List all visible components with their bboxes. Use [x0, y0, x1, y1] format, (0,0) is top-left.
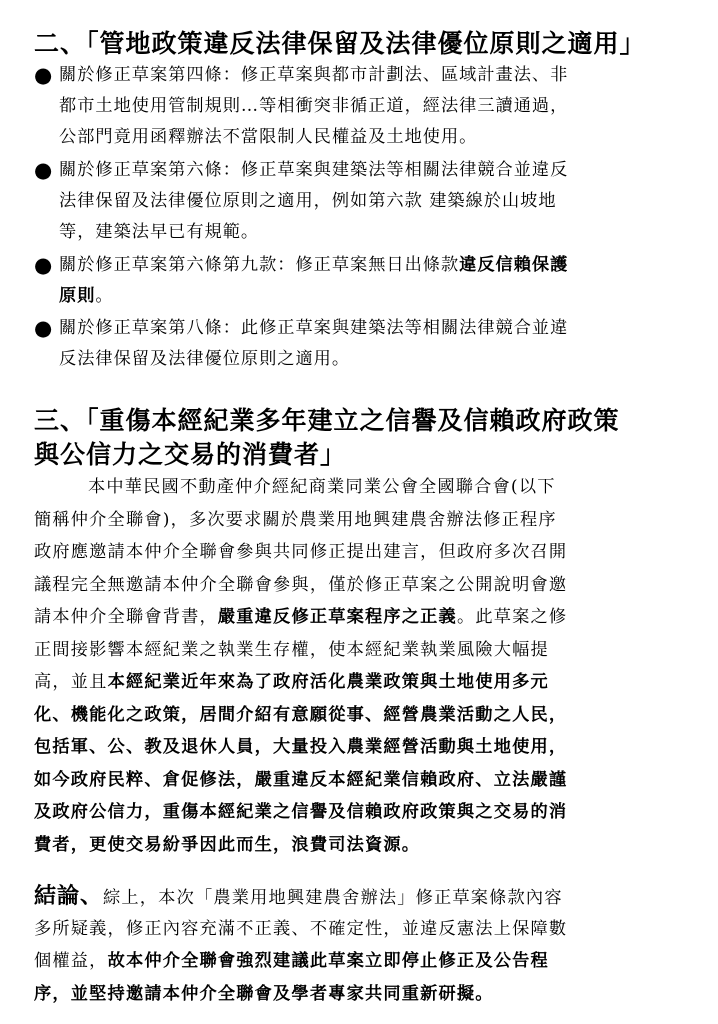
paragraph-line [34, 601, 700, 634]
bullet-icon: ● [34, 158, 54, 182]
paragraph-line: 正間接影響本經紀業之執業生存權，使本經紀業執業風險大幅提 [34, 639, 549, 660]
paragraph-line: 政府應邀請本仲介全聯會參與共同修正提出建言，但政府多次召開 [34, 542, 568, 562]
bullet-item-article8 [34, 313, 700, 375]
paragraph-line: 多所疑義，修正內容充滿不正義、不確定性，並違反憲法上保障數 [34, 918, 568, 939]
paragraph-line: 本中華民國不動產仲介經紀商業同業公會全國聯合會(以下 [88, 477, 556, 497]
bullet-text-line: 關於修正草案第六條第九款：修正草案無日出條款 [59, 255, 460, 275]
bullet-item-article6-9 [34, 250, 700, 312]
paragraph-line [34, 945, 700, 978]
section3-heading-line: 三、「重傷本經紀業多年建立之信譽及信賴政府政策 [34, 406, 620, 435]
bold-emphasis: 原則 [59, 286, 96, 306]
conclusion-heading: 結論、 [34, 883, 104, 909]
bullet-text-line: 反法律保留及法律優位原則之適用。 [59, 349, 351, 369]
bold-emphasis: 違反信賴保護 [459, 255, 569, 275]
paragraph-text: 請本仲介全聯會背書， [34, 607, 218, 627]
bullet-text-line: 關於修正草案第八條：此修正草案與建築法等相關法律競合並違 [59, 318, 569, 338]
bullet-item-article4 [34, 60, 700, 153]
paragraph-line: 化、機能化之政策，居間介紹有意願從事、經營農業活動之人民， [34, 704, 568, 725]
bullet-icon: ● [34, 63, 54, 87]
section3-heading-line: 與公信力之交易的消費者」 [34, 440, 347, 469]
bullet-text-line: 法律保留及法律優位原則之適用，例如第六款 建築線於山坡地 [59, 191, 557, 211]
bullet-text-line: 關於修正草案第四條：修正草案與都市計劃法、區域計畫法、非 [59, 65, 569, 85]
paragraph-text: 高，並且 [34, 672, 108, 692]
paragraph-line: 簡稱仲介全聯會)，多次要求關於農業用地興建農舍辦法修正程序 [34, 509, 557, 530]
paragraph-line: 議程完全無邀請本仲介全聯會參與，僅於修正草案之公開說明會邀 [34, 574, 568, 595]
paragraph-line: 序，並堅持邀請本仲介全聯會及學者專家共同重新研擬。 [34, 983, 494, 1004]
bullet-text-line: 公部門竟用函釋辦法不當限制人民權益及土地使用。 [59, 127, 478, 147]
bold-emphasis: 故本仲介全聯會強烈建議此草案立即停止修正及公告程 [107, 951, 549, 971]
bold-emphasis: 本經紀業近年來為了政府活化農業政策與土地使用多元 [107, 672, 549, 692]
paragraph-text: 綜上，本次「農業用地興建農舍辦法」修正草案條款內容 [103, 888, 563, 908]
bullet-text-line: 。 [95, 286, 114, 306]
conclusion-paragraph [34, 880, 700, 1010]
paragraph-line: 費者，更使交易紛爭因此而生，浪費司法資源。 [34, 834, 421, 855]
bullet-item-article6 [34, 155, 700, 248]
paragraph-line: 如今政府民粹、倉促修法，嚴重違反本經紀業信賴政府、立法嚴謹 [34, 769, 568, 790]
paragraph-text: 個權益， [34, 951, 108, 971]
bullet-text-line: 關於修正草案第六條：修正草案與建築法等相關法律競合並違反 [59, 160, 569, 180]
bold-emphasis: 嚴重違反修正草案程序之正義 [217, 607, 457, 627]
paragraph-line [34, 880, 700, 913]
bullet-text-line: 等，建築法早已有規範。 [59, 222, 260, 242]
section3-paragraph [34, 471, 700, 861]
section2-heading: 二、「管地政策違反法律保留及法律優位原則之適用」 [34, 29, 646, 58]
bullet-icon: ● [34, 316, 54, 340]
paragraph-line: 包括軍、公、教及退休人員，大量投入農業經營活動與土地使用， [34, 737, 568, 757]
paragraph-text: 。此草案之修 [456, 607, 568, 627]
section3-heading [34, 404, 700, 472]
bullet-text-line: 都市土地使用管制規則…等相衝突非循正道，經法律三讀通過， [59, 96, 569, 116]
bullet-icon: ● [34, 253, 54, 277]
paragraph-line [34, 666, 700, 699]
paragraph-line: 及政府公信力，重傷本經紀業之信譽及信賴政府政策與之交易的消 [34, 802, 568, 822]
